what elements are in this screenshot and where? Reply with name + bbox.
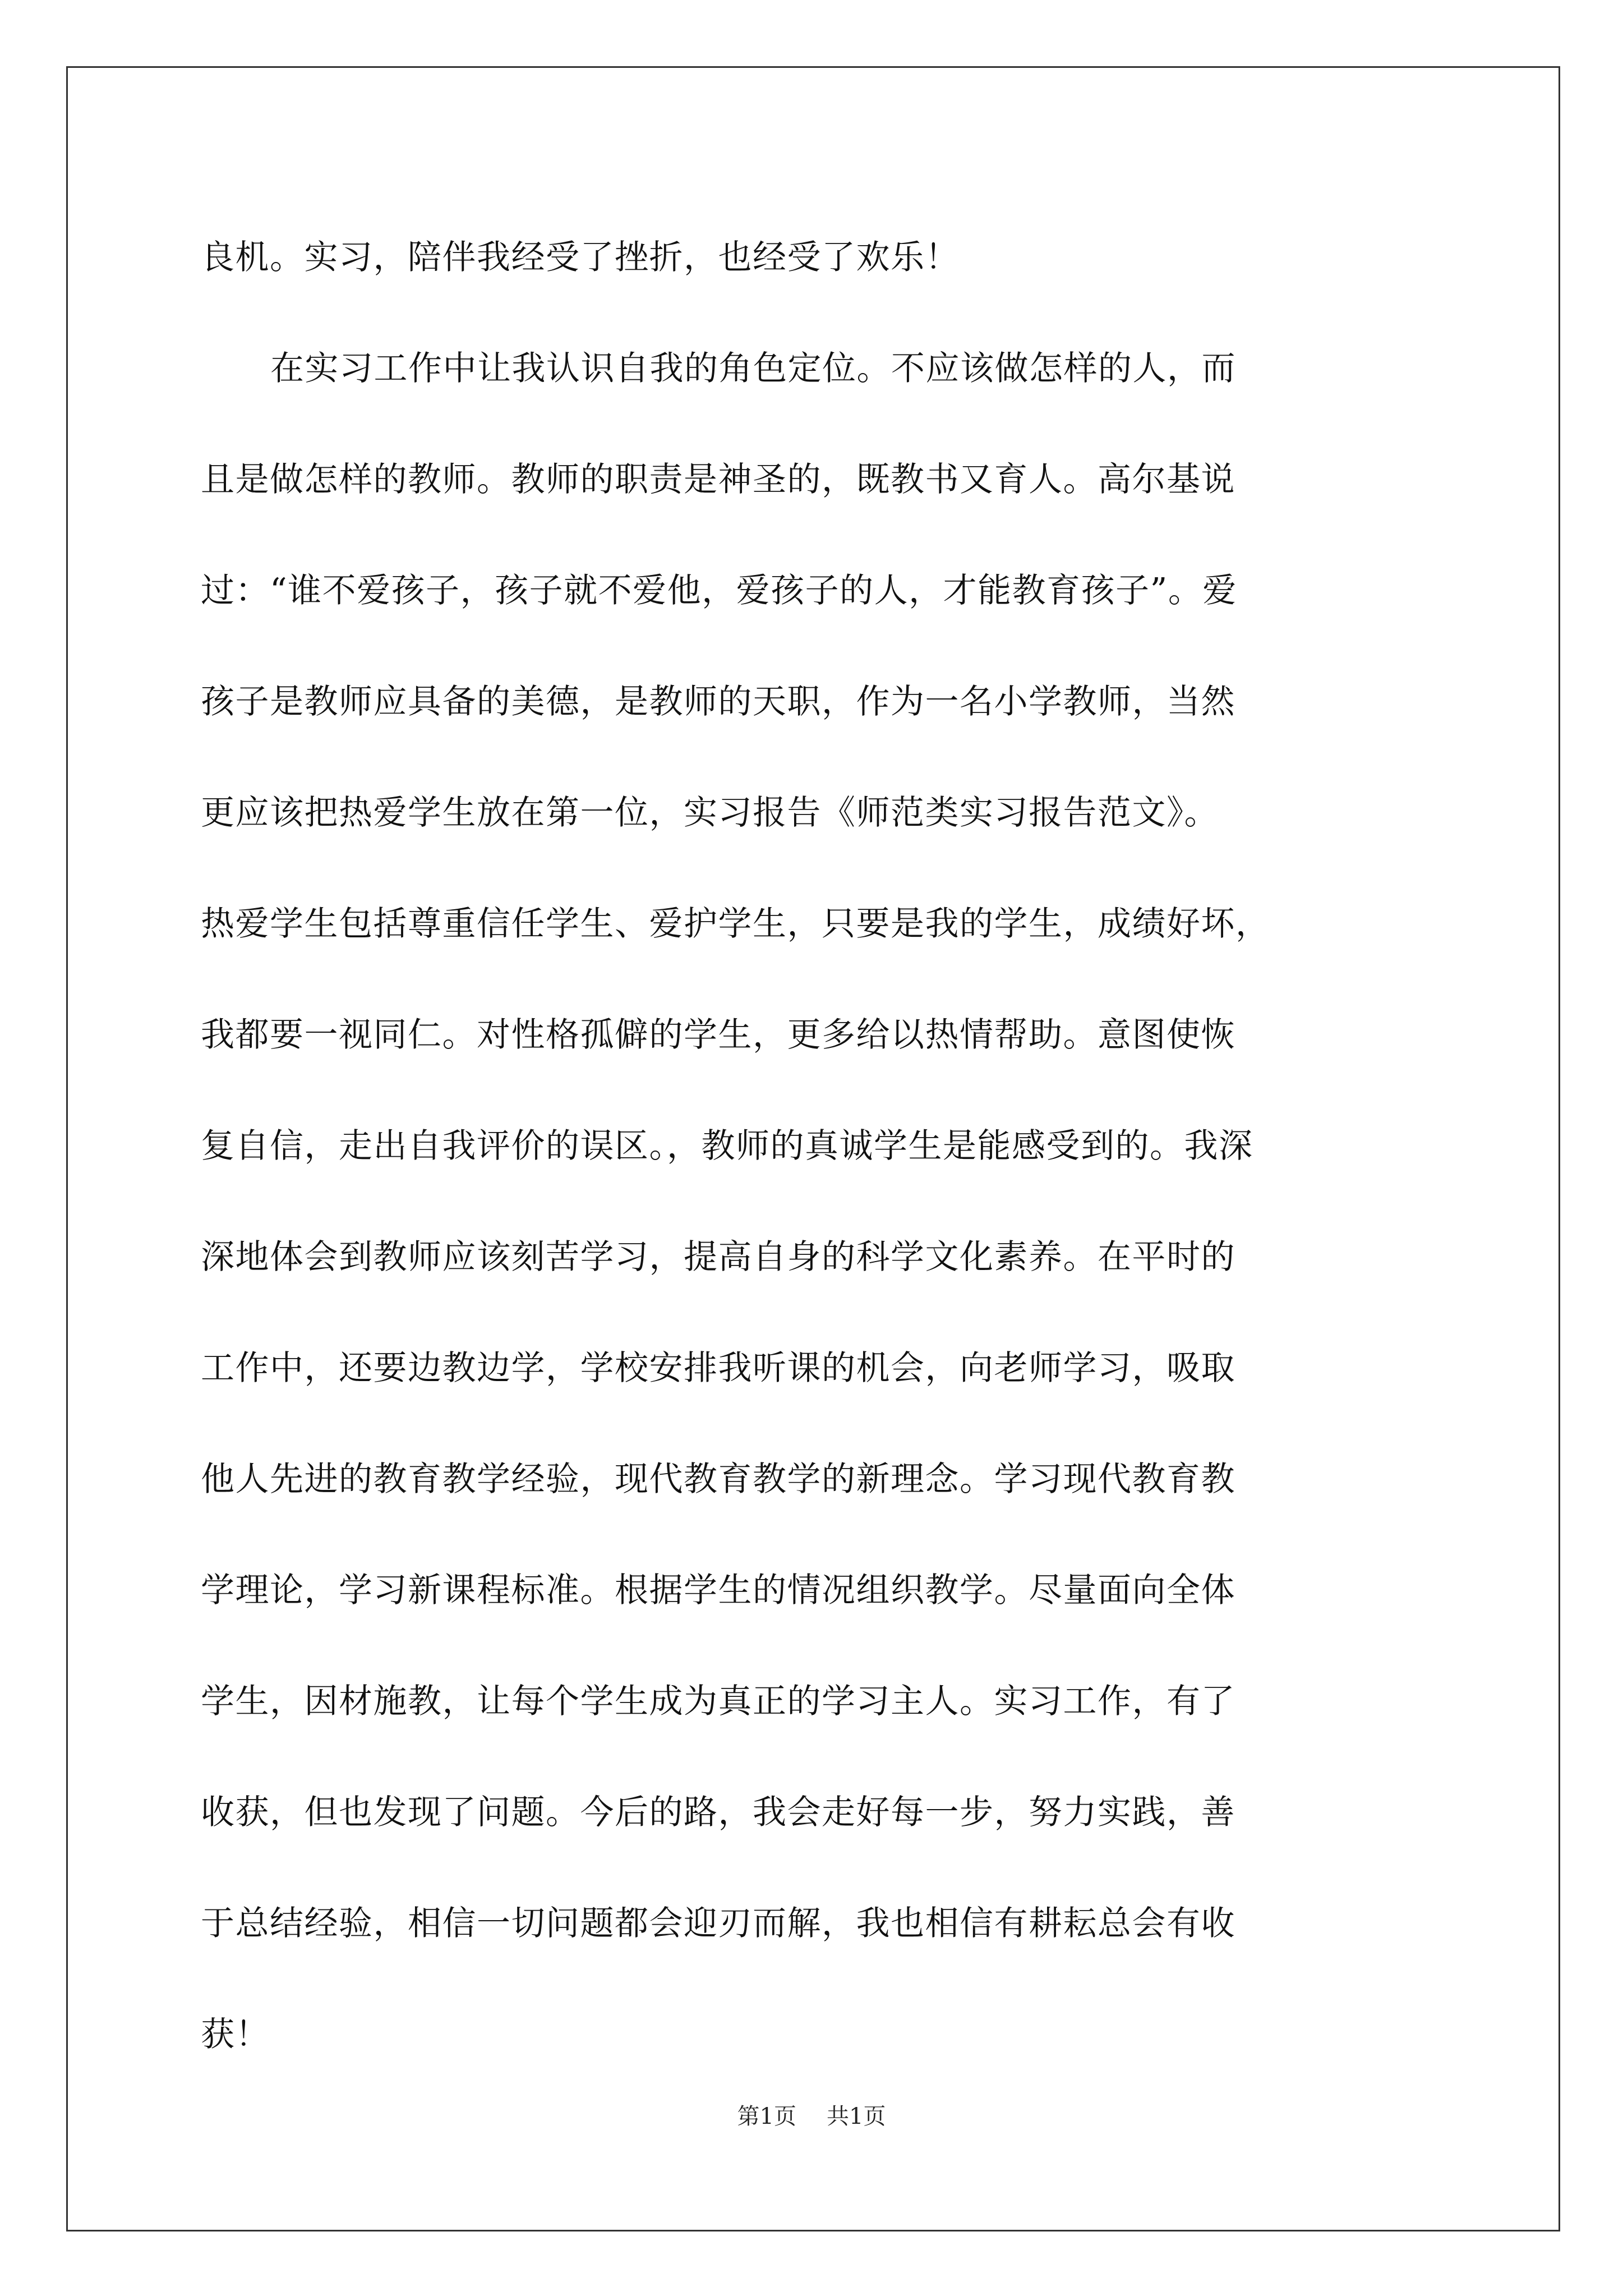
text-line: 良机。实习，陪伴我经受了挫折，也经受了欢乐！ [201,238,960,277]
text-line: 获！ [201,2015,270,2054]
text-line: 工作中，还要边教边学，学校安排我听课的机会，向老师学习，吸取 [201,1349,1235,1388]
text-line: 于总结经验，相信一切问题都会迎刃而解，我也相信有耕耘总会有收 [201,1904,1235,1943]
text-line: 学理论，学习新课程标准。根据学生的情况组织教学。尽量面向全体 [201,1571,1235,1610]
text-line: 孩子是教师应具备的美德，是教师的天职，作为一名小学教师，当然 [201,682,1235,721]
text-line: 过：“谁不爱孩子，孩子就不爱他，爱孩子的人，才能教育孩子”。爱 [201,571,1237,610]
text-line: 且是做怎样的教师。教师的职责是神圣的，既教书又育人。高尔基说 [201,460,1235,499]
text-line: 他人先进的教育教学经验，现代教育教学的新理念。学习现代教育教 [201,1460,1235,1499]
text-line: 热爱学生包括尊重信任学生、爱护学生，只要是我的学生，成绩好坏， [201,904,1270,944]
page-total: 共1页 [827,2104,886,2129]
text-line: 复自信，走出自我评价的误区。，教师的真诚学生是能感受到的。我深 [201,1126,1253,1166]
document-body [201,202,1448,2090]
text-line: 我都要一视同仁。对性格孤僻的学生，更多给以热情帮助。意图使恢 [201,1015,1235,1055]
page-footer [0,2102,1623,2131]
text-line: 学生，因材施教，让每个学生成为真正的学习主人。实习工作，有了 [201,1682,1235,1721]
text-line: 更应该把热爱学生放在第一位，实习报告《师范类实习报告范文》。 [201,793,1219,832]
text-line: 收获，但也发现了问题。今后的路，我会走好每一步，努力实践，善 [201,1793,1235,1832]
text-line: 在实习工作中让我认识自我的角色定位。不应该做怎样的人，而 [270,349,1236,388]
text-line: 深地体会到教师应该刻苦学习，提高自身的科学文化素养。在平时的 [201,1237,1235,1277]
page-number: 第1页 [737,2104,796,2129]
